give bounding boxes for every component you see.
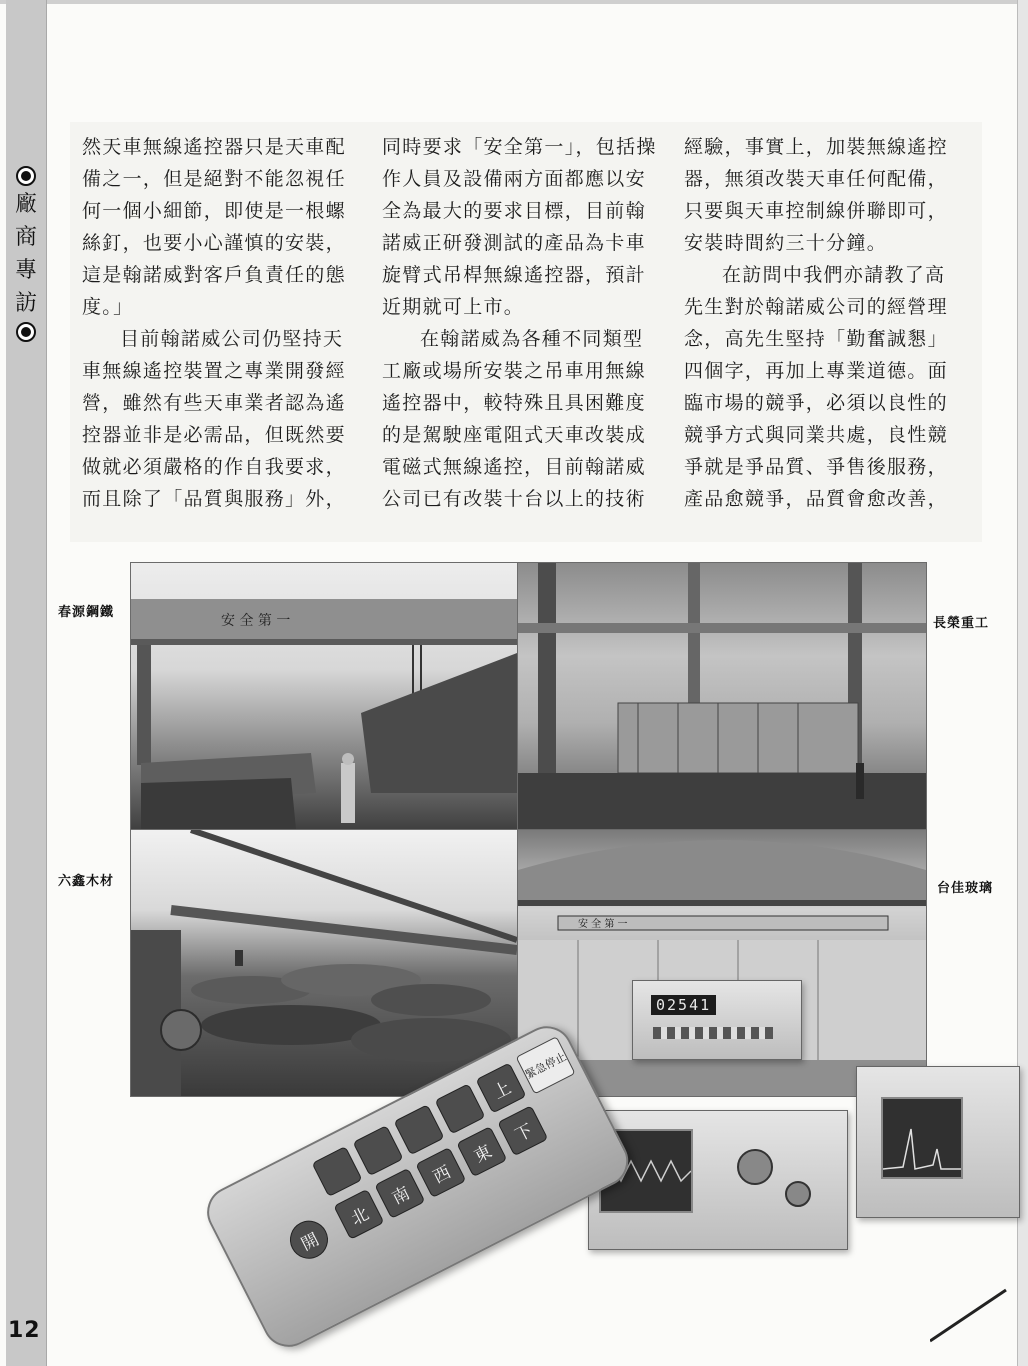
frequency-counter bbox=[632, 980, 802, 1060]
paragraph: 同時要求「安全第一」，包括操作人員及設備兩方面都應以安全為最大的要求目標，目前翰諾威正研發測試的產品為卡車旋臂式吊桿無線遙控器，預計近期就可上市。 bbox=[382, 136, 657, 318]
section-tag-char: 訪 bbox=[14, 291, 37, 316]
spectrum-screen bbox=[881, 1097, 963, 1179]
photo-caption: 春源鋼鐵 bbox=[58, 605, 115, 620]
remote-key-east: 東 bbox=[456, 1126, 507, 1177]
timber-yard-illustration bbox=[131, 830, 517, 1096]
remote-key-blank bbox=[312, 1146, 363, 1197]
page-number: 12 bbox=[8, 1318, 41, 1343]
photo-caption: 六鑫木材 bbox=[58, 874, 115, 889]
spectrum-analyzer bbox=[856, 1066, 1020, 1218]
frequency-readout: 02541 bbox=[651, 995, 716, 1015]
scan-edge bbox=[0, 0, 1028, 4]
spectrum-icon bbox=[883, 1099, 961, 1177]
remote-key-blank bbox=[393, 1104, 444, 1155]
article-column-2 bbox=[382, 131, 658, 515]
oscilloscope bbox=[588, 1110, 848, 1250]
remote-key-blank bbox=[353, 1125, 404, 1176]
article-column-1 bbox=[82, 131, 358, 515]
remote-key-up: 上 bbox=[475, 1062, 526, 1113]
section-tag bbox=[6, 166, 46, 342]
bullet-icon bbox=[16, 322, 36, 342]
remote-key-west: 西 bbox=[415, 1147, 466, 1198]
knob-icon bbox=[785, 1181, 811, 1207]
photo-caption: 台佳玻璃 bbox=[937, 881, 994, 896]
crane-scene-illustration bbox=[131, 563, 517, 829]
photo-changrong-heavy-industry bbox=[517, 562, 927, 830]
emergency-stop-button: 緊急停止 bbox=[516, 1036, 576, 1094]
paragraph: 經驗，事實上，加裝無線遙控器，無須改裝天車任何配備，只要與天車控制線併聯即可，安裝時間約三十分鐘。 bbox=[684, 136, 948, 254]
section-tag-char: 廠 bbox=[14, 192, 37, 217]
remote-key-north: 北 bbox=[333, 1189, 384, 1240]
article-column-3 bbox=[684, 131, 960, 515]
paragraph: 目前翰諾威公司仍堅持天車無線遙控裝置之專業開發經營，雖然有些天車業者認為遙控器並非是必需品，但既然要做就必須嚴格的作自我要求，而且除了「品質與服務」外， bbox=[82, 328, 346, 510]
button-row bbox=[653, 1027, 773, 1039]
section-tag-char: 專 bbox=[14, 258, 37, 283]
safety-banner-text: 安 全 第 一 bbox=[221, 613, 291, 629]
knob-icon bbox=[737, 1149, 773, 1185]
remote-key-open: 開 bbox=[283, 1214, 334, 1265]
factory-interior-illustration bbox=[518, 563, 926, 829]
remote-key-down: 下 bbox=[497, 1105, 548, 1156]
antenna-icon bbox=[930, 1286, 1010, 1346]
paragraph: 然天車無線遙控器只是天車配備之一，但是絕對不能忽視任何一個小細節，即使是一根螺絲釘，也要小心謹慎的安裝，這是翰諾威對客戶負責任的態度。」 bbox=[82, 136, 346, 318]
section-tag-char: 商 bbox=[14, 225, 37, 250]
paragraph: 在翰諾威為各種不同類型工廠或場所安裝之吊車用無線遙控器中，較特殊且具困難度的是駕駛座電阻式天車改裝成電磁式無線遙控，目前翰諾威公司已有改裝十台以上的技術 bbox=[382, 328, 646, 510]
remote-key-blank bbox=[434, 1083, 485, 1134]
photo-caption: 長榮重工 bbox=[933, 616, 990, 631]
bullet-icon bbox=[16, 166, 36, 186]
paragraph: 在訪問中我們亦請教了高先生對於翰諾威公司的經營理念，高先生堅持「勤奮誠懇」四個字，再加上專業道德。面臨市場的競爭，必須以良性的競爭方式與同業共處，良性競爭就是爭品質、爭售後服務，產品愈競爭，品質會愈改善， bbox=[684, 264, 948, 510]
photo-liujin-timber bbox=[130, 829, 518, 1097]
safety-banner-text: 安 全 第 一 bbox=[578, 919, 628, 930]
remote-key-south: 南 bbox=[374, 1168, 425, 1219]
photo-chunyuan-steel bbox=[130, 562, 518, 830]
